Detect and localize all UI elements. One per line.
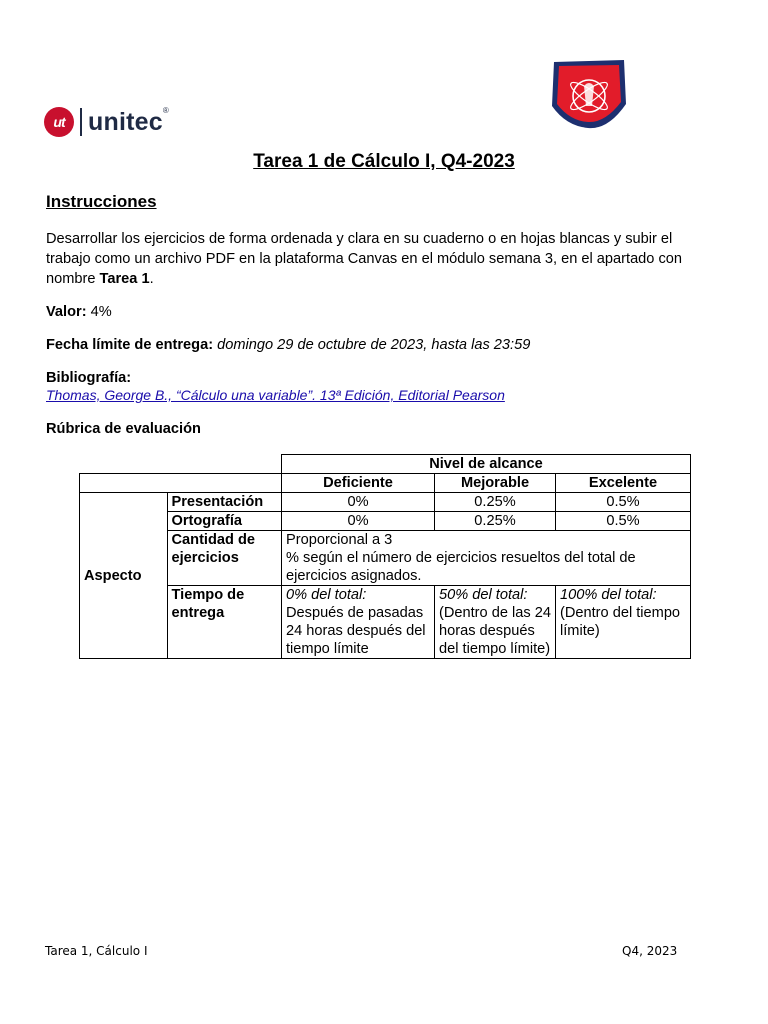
table-row: [80, 586, 691, 659]
instructions-text: Desarrollar los ejercicios de forma ordenada y clara en su cuaderno o en hojas blancas y subir el trabajo como un archivo PDF en la plataforma Canvas en el módulo semana 3, en el apartado con nombre: [46, 231, 683, 287]
table-cell: 0.5%: [556, 493, 691, 512]
row-name: Ortografía: [167, 512, 282, 531]
unitec-logo: [44, 102, 169, 142]
footer-left: Tarea 1, Cálculo I: [45, 944, 148, 958]
cell-text: (Dentro de las 24 horas después del tiempo límite): [439, 605, 551, 657]
table-row: [80, 512, 691, 531]
table-cell: [435, 586, 556, 659]
bibliography-link[interactable]: Thomas, George B., “Cálculo una variable”. 13ª Edición, Editorial Pearson: [46, 387, 505, 403]
level-group-header: Nivel de alcance: [282, 455, 691, 474]
empty-cell: [167, 474, 282, 493]
faculty-shield-logo: [548, 56, 630, 132]
row-name: Presentación: [167, 493, 282, 512]
cell-italic: 0% del total:: [286, 587, 367, 603]
ut-logo-mark: ut: [44, 107, 74, 137]
table-cell: [282, 586, 435, 659]
instructions-bold-text: Tarea 1: [99, 271, 150, 287]
empty-cell: [80, 455, 168, 474]
empty-cell: [167, 455, 282, 474]
row-name: Tiempo de entrega: [167, 586, 282, 659]
deadline-line: [46, 337, 530, 353]
table-cell: 0.25%: [435, 493, 556, 512]
cell-text: Después de pasadas 24 horas después del tiempo límite: [286, 605, 426, 657]
cell-italic: 100% del total:: [560, 587, 657, 603]
deadline-value: domingo 29 de octubre de 2023, hasta las 23:59: [213, 337, 531, 353]
instructions-paragraph: [46, 229, 716, 289]
table-cell: 0%: [282, 493, 435, 512]
table-cell: 0.25%: [435, 512, 556, 531]
rubric-table: [79, 454, 691, 659]
table-row: [80, 474, 691, 493]
level-header: Excelente: [556, 474, 691, 493]
registered-mark: ®: [162, 106, 169, 115]
deadline-label: Fecha límite de entrega:: [46, 337, 214, 353]
document-title: Tarea 1 de Cálculo I, Q4-2023: [253, 151, 515, 172]
valor-label: Valor:: [46, 304, 87, 320]
valor-line: [46, 304, 112, 320]
merged-line: % según el número de ejercicios resueltos del total de ejercicios asignados.: [286, 550, 636, 584]
shield-icon: [548, 56, 630, 132]
instructions-text-end: .: [149, 271, 154, 287]
bibliography-label: Bibliografía:: [46, 370, 132, 386]
table-row: [80, 493, 691, 512]
logo-divider: [80, 108, 82, 136]
cell-italic: 50% del total:: [439, 587, 528, 603]
level-header: Mejorable: [435, 474, 556, 493]
aspect-label: Aspecto: [80, 493, 168, 659]
footer-right: Q4, 2023: [622, 944, 678, 958]
instructions-heading: Instrucciones: [46, 192, 157, 211]
valor-value: 4%: [86, 304, 112, 320]
table-row: [80, 531, 691, 586]
rubric-heading: Rúbrica de evaluación: [46, 421, 201, 437]
table-row: [80, 455, 691, 474]
empty-cell: [80, 474, 168, 493]
merged-line: Proporcional a 3: [286, 532, 393, 548]
row-name: Cantidad de ejercicios: [167, 531, 282, 586]
logo-wordmark: unitec: [88, 107, 163, 136]
table-cell: 0.5%: [556, 512, 691, 531]
cell-text: (Dentro del tiempo límite): [560, 605, 681, 639]
level-header: Deficiente: [282, 474, 435, 493]
table-cell: 0%: [282, 512, 435, 531]
merged-cell: [282, 531, 691, 586]
table-cell: [556, 586, 691, 659]
